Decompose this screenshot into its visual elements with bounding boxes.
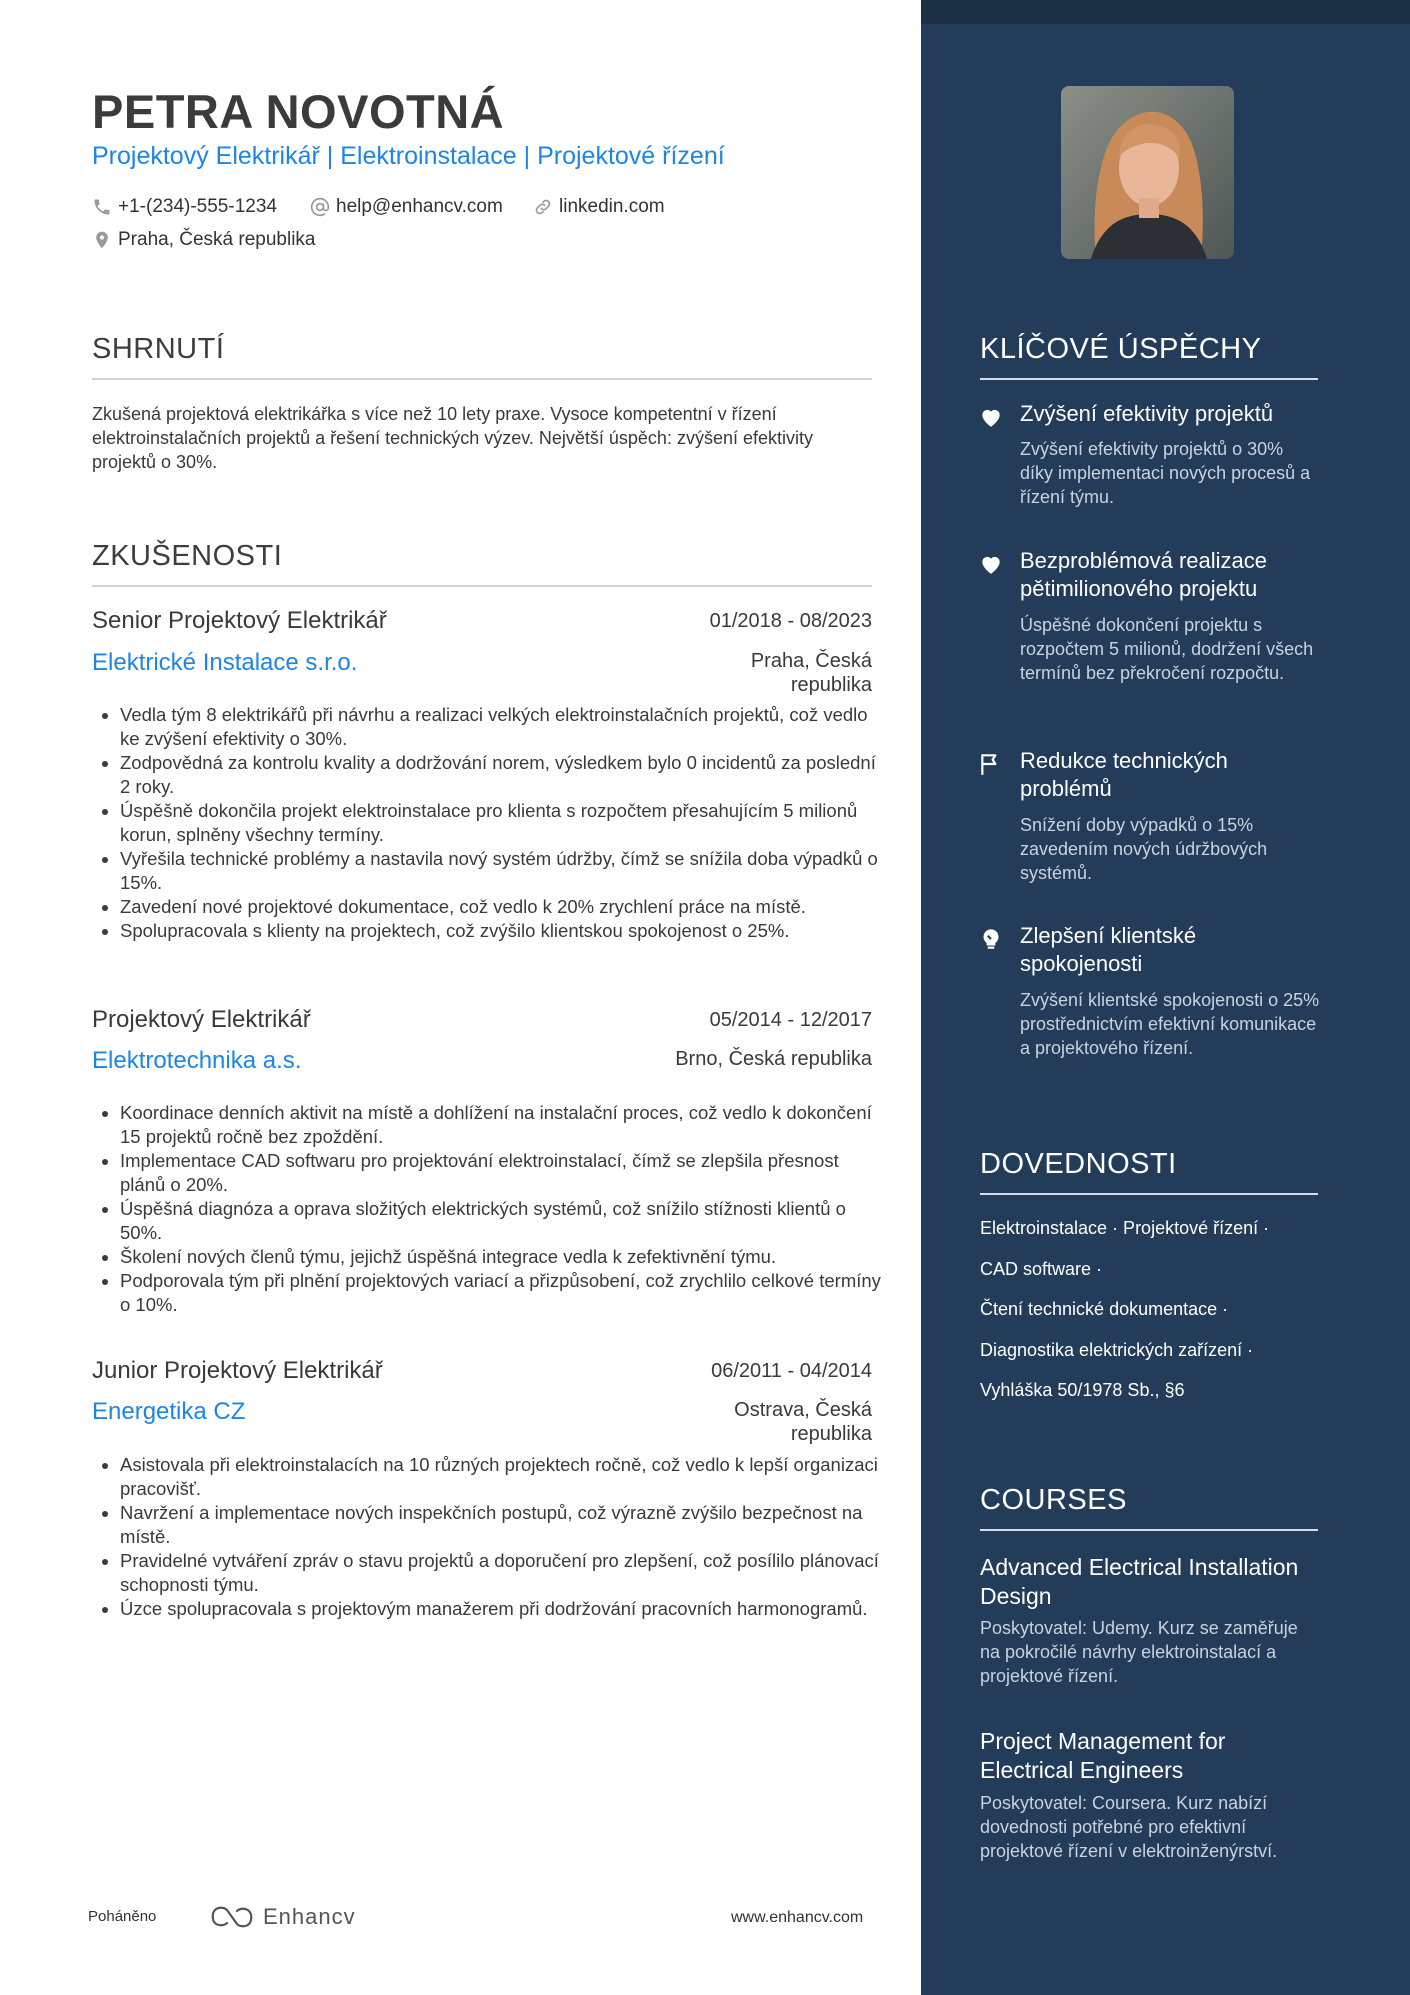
job-title: Junior Projektový Elektrikář [92, 1357, 383, 1384]
achievements-divider [980, 378, 1318, 380]
skill-line: Diagnostika elektrických zařízení · [980, 1340, 1254, 1360]
job-title: Senior Projektový Elektrikář [92, 607, 387, 634]
bullet-item: • Úspěšně dokončila projekt elektroinstalace pro klienta s rozpočtem přesahujícím 5 milionů korun, splněny všechny termíny. [120, 799, 882, 847]
bullet-item: • Implementace CAD softwaru pro projektování elektroinstalací, čímž se zlepšila přesnost plánů o 20%. [120, 1149, 882, 1197]
job-dates: 06/2011 - 04/2014 [711, 1360, 872, 1382]
bullet-item: • Asistovala při elektroinstalacích na 10 různých projektech ročně, což vedlo k lepší organizaci pracovišť. [120, 1453, 882, 1501]
bullet-item: • Vedla tým 8 elektrikářů při návrhu a realizaci velkých elektroinstalačních projektů, což vedlo ke zvýšení efektivity o 30%. [120, 703, 882, 751]
job-dates: 05/2014 - 12/2017 [709, 1009, 872, 1031]
bullet-item: • Spolupracovala s klienty na projektech, což zvýšilo klientskou spokojenost o 25%. [120, 919, 882, 943]
contact-linkedin[interactable] [533, 196, 665, 218]
achievement-desc: Snížení doby výpadků o 15% zavedením nových údržbových systémů. [1020, 815, 1268, 883]
job-location: Praha, Česká republika [750, 650, 872, 696]
course-title: Advanced Electrical Installation Design [980, 1554, 1299, 1609]
enhancv-logo-text: Enhancv [263, 1904, 356, 1929]
achievement-desc: Úspěšné dokončení projektu s rozpočtem 5 milionů, dodržení všech termínů bez překročení rozpočtu. [1020, 615, 1314, 683]
job-title: Projektový Elektrikář [92, 1006, 311, 1033]
course-title: Project Management for Electrical Engineers [980, 1728, 1226, 1783]
bullet-item: • Vyřešila technické problémy a nastavila nový systém údržby, čímž se snížila doba výpadků o 15%. [120, 847, 882, 895]
achievement-title: Redukce technických problémů [1020, 748, 1228, 801]
enhancv-logo[interactable] [207, 1904, 356, 1930]
contact-phone[interactable] [92, 196, 277, 218]
skill-line: CAD software · [980, 1259, 1103, 1279]
footer-url[interactable]: www.enhancv.com [731, 1909, 864, 1926]
flag-icon [978, 751, 1004, 777]
lightbulb-icon [978, 926, 1004, 952]
job-location: Brno, Česká republika [675, 1048, 872, 1070]
course-desc: Poskytovatel: Coursera. Kurz nabízí dovednosti potřebné pro efektivní projektové řízení v elektroinženýrství. [980, 1793, 1278, 1861]
bullet-item: • Navržení a implementace nových inspekčních postupů, což výrazně zvýšilo bezpečnost na místě. [120, 1501, 882, 1549]
job-company: Elektrotechnika a.s. [92, 1047, 302, 1074]
achievement-title: Zvýšení efektivity projektů [1020, 401, 1274, 426]
job-bullets [92, 1453, 882, 1621]
summary-divider [92, 378, 872, 380]
email-text: help@enhancv.com [336, 196, 503, 217]
job-company: Energetika CZ [92, 1398, 246, 1425]
job-location: Ostrava, Česká republika [734, 1399, 872, 1445]
bullet-item: • Podporovala tým při plnění projektových variací a přizpůsobení, což zrychlilo celkové termíny o 10%. [120, 1269, 882, 1317]
location-pin-icon [92, 230, 112, 250]
footer-powered-by: Poháněno [88, 1908, 157, 1925]
bullet-item: • Školení nových členů týmu, jejichž úspěšná integrace vedla k zefektivnění týmu. [120, 1245, 882, 1269]
courses-heading: COURSES [980, 1484, 1127, 1516]
linkedin-text: linkedin.com [559, 196, 665, 217]
summary-heading: SHRNUTÍ [92, 333, 225, 365]
link-icon [533, 197, 553, 217]
phone-text: +1-(234)-555-1234 [118, 196, 277, 217]
candidate-name: PETRA NOVOTNÁ [92, 85, 505, 138]
bullet-item: • Zodpovědná za kontrolu kvality a dodržování norem, výsledkem bylo 0 incidentů za poslední 2 roky. [120, 751, 882, 799]
bullet-item: • Pravidelné vytváření zpráv o stavu projektů a doporučení pro zlepšení, což posílilo plánovací schopnosti týmu. [120, 1549, 882, 1597]
experience-divider [92, 585, 872, 587]
achievement-desc: Zvýšení efektivity projektů o 30% díky implementaci nových procesů a řízení týmu. [1020, 439, 1311, 507]
bullet-item: • Úzce spolupracovala s projektovým manažerem při dodržování pracovních harmonogramů. [120, 1597, 882, 1621]
skills-divider [980, 1193, 1318, 1195]
achievements-heading: KLÍČOVÉ ÚSPĚCHY [980, 333, 1262, 365]
job-bullets [92, 703, 882, 943]
phone-icon [92, 197, 112, 217]
skill-line: Čtení technické dokumentace · [980, 1299, 1229, 1319]
contact-location [92, 229, 316, 251]
course-desc: Poskytovatel: Udemy. Kurz se zaměřuje na pokročilé návrhy elektroinstalací a projektové řízení. [980, 1618, 1298, 1686]
skill-line: Elektroinstalace · Projektové řízení · [980, 1218, 1270, 1238]
achievement-title: Bezproblémová realizace pětimilionového projektu [1020, 548, 1268, 601]
achievement-title: Zlepšení klientské spokojenosti [1020, 923, 1197, 976]
bullet-item: • Úspěšná diagnóza a oprava složitých elektrických systémů, což snížilo stížnosti klientů o 50%. [120, 1197, 882, 1245]
job-company: Elektrické Instalace s.r.o. [92, 649, 358, 676]
sidebar-top-bar [921, 0, 1410, 24]
contact-email[interactable] [310, 196, 503, 218]
summary-text: Zkušená projektová elektrikářka s více než 10 lety praxe. Vysoce kompetentní v řízení elektroinstalačních projektů a řešení technických výzev. Největší úspěch: zvýšení efektivity projektů o 30%. [92, 404, 813, 472]
heart-icon [978, 404, 1004, 430]
at-sign-icon [310, 197, 330, 217]
bullet-item: • Koordinace denních aktivit na místě a dohlížení na instalační proces, což vedlo k dokončení 15 projektů ročně bez zpoždění. [120, 1101, 882, 1149]
job-dates: 01/2018 - 08/2023 [709, 610, 872, 632]
bullet-item: • Zavedení nové projektové dokumentace, což vedlo k 20% zrychlení práce na místě. [120, 895, 882, 919]
headline: Projektový Elektrikář | Elektroinstalace | Projektové řízení [92, 142, 725, 170]
achievement-desc: Zvýšení klientské spokojenosti o 25% prostřednictvím efektivní komunikace a projektového řízení. [1020, 990, 1320, 1058]
skill-line: Vyhláška 50/1978 Sb., §6 [980, 1380, 1185, 1400]
profile-photo [1061, 86, 1234, 259]
job-bullets [92, 1101, 882, 1317]
experience-heading: ZKUŠENOSTI [92, 540, 283, 572]
location-text: Praha, Česká republika [118, 229, 316, 250]
courses-divider [980, 1529, 1318, 1531]
skills-heading: DOVEDNOSTI [980, 1148, 1177, 1180]
heart-icon [978, 551, 1004, 577]
enhancv-logo-mark-icon [207, 1904, 255, 1930]
